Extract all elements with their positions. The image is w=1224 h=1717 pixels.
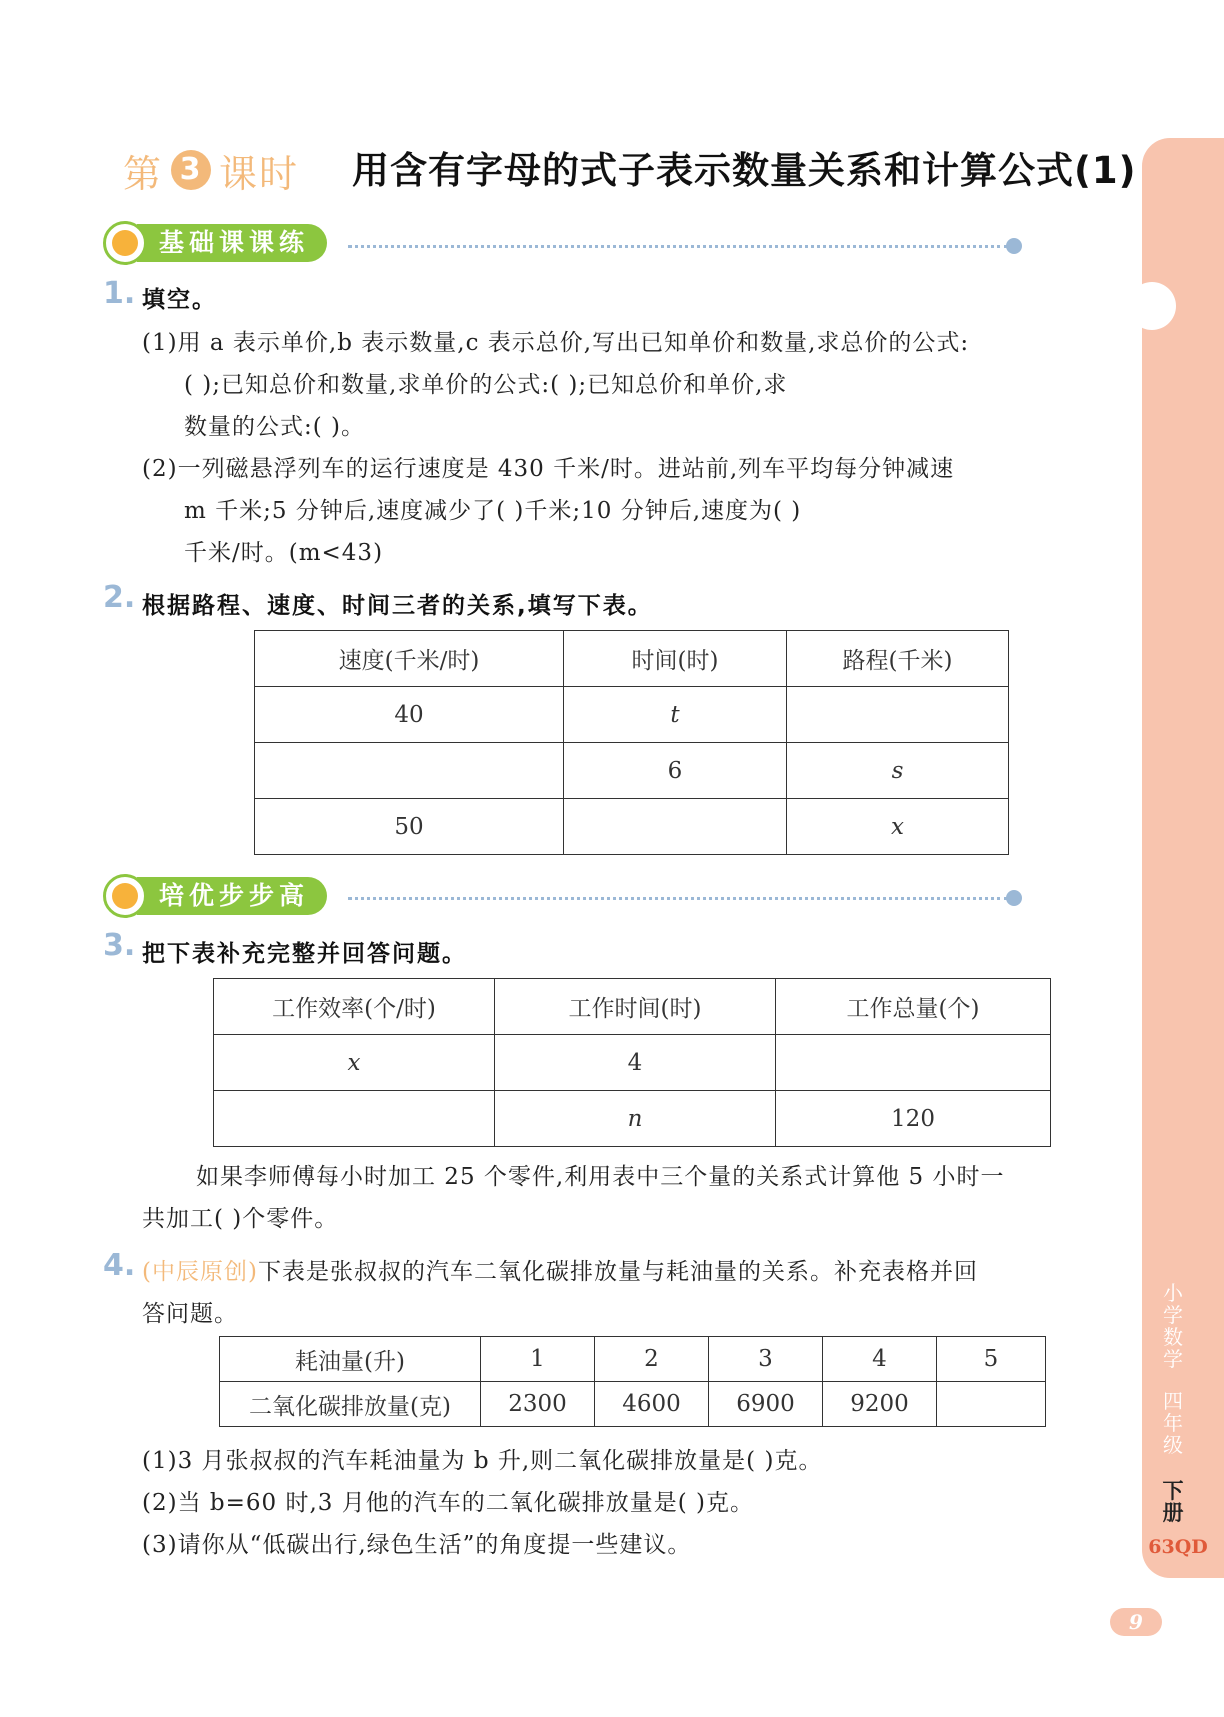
lesson-prefix: 第 (123, 151, 164, 196)
fuel-emission-table (219, 1336, 1046, 1427)
table-header: 工作时间(时) (495, 979, 776, 1035)
q3-line: 共加工( )个零件。 (142, 1206, 339, 1232)
table-cell: 40 (255, 687, 564, 743)
table-cell: 2300 (481, 1382, 595, 1427)
speed-time-distance-table (254, 630, 1009, 855)
table-cell-blank[interactable] (776, 1035, 1051, 1091)
side-code: 63QD (1148, 1536, 1208, 1558)
table-cell: 6 (564, 743, 787, 799)
pencil-badge-icon (103, 874, 147, 918)
q4-line: (1)3 月张叔叔的汽车耗油量为 b 升,则二氧化碳排放量是( )克。 (142, 1448, 823, 1474)
side-grade: 四年级 (1163, 1389, 1183, 1457)
q4-heading-line2: 答问题。 (142, 1301, 238, 1327)
q4-heading (142, 1253, 978, 1286)
table-header: 时间(时) (564, 631, 787, 687)
table-cell: s (787, 743, 1009, 799)
question-number: 3. (103, 928, 136, 963)
q1-line: 千米/时。(m<43) (184, 540, 384, 566)
section-banner-basic (103, 220, 327, 266)
question-number: 1. (103, 276, 136, 311)
q3-line: 如果李师傅每小时加工 25 个零件,利用表中三个量的关系式计算他 5 小时一 (196, 1164, 1005, 1190)
work-efficiency-table (213, 978, 1051, 1147)
q1-line: (2)一列磁悬浮列车的运行速度是 430 千米/时。进站前,列车平均每分钟减速 (142, 456, 955, 482)
section-title-advanced: 培优步步高 (137, 877, 327, 915)
q1-line: (1)用 a 表示单价,b 表示数量,c 表示总价,写出已知单价和数量,求总价的公式: (142, 330, 970, 356)
table-cell-blank[interactable] (937, 1382, 1046, 1427)
table-header: 耗油量(升) (220, 1337, 481, 1382)
table-cell-blank[interactable] (214, 1091, 495, 1147)
table-header: 路程(千米) (787, 631, 1009, 687)
section-divider-dots (348, 897, 1008, 900)
side-subject: 小学数学 (1163, 1281, 1183, 1371)
q4-line: (3)请你从“低碳出行,绿色生活”的角度提一些建议。 (142, 1532, 692, 1558)
table-cell: 6900 (709, 1382, 823, 1427)
q1-line: ( );已知总价和数量,求单价的公式:( );已知总价和单价,求 (184, 372, 788, 398)
side-volume: 下册 (1162, 1479, 1184, 1525)
table-cell: x (214, 1035, 495, 1091)
table-cell-blank[interactable] (564, 799, 787, 855)
question-number: 4. (103, 1248, 136, 1283)
table-cell-blank[interactable] (255, 743, 564, 799)
pencil-badge-icon (103, 221, 147, 265)
table-cell: 2 (595, 1337, 709, 1382)
lesson-suffix: 课时 (219, 151, 300, 196)
question-heading: 填空。 (142, 287, 217, 313)
table-header: 速度(千米/时) (255, 631, 564, 687)
table-cell: 50 (255, 799, 564, 855)
section-divider-end-dot (1006, 890, 1022, 906)
table-cell-blank[interactable] (787, 687, 1009, 743)
lesson-number: 3 (171, 150, 211, 190)
q4-line: (2)当 b=60 时,3 月他的汽车的二氧化碳排放量是( )克。 (142, 1490, 754, 1516)
page-title: 用含有字母的式子表示数量关系和计算公式(1) (352, 149, 1137, 192)
source-tag: (中辰原创) (142, 1259, 258, 1285)
table-cell: 4 (823, 1337, 937, 1382)
table-cell: 120 (776, 1091, 1051, 1147)
section-banner-advanced (103, 873, 327, 919)
table-cell: 4 (495, 1035, 776, 1091)
section-divider-dots (348, 245, 1008, 248)
q1-line: m 千米;5 分钟后,速度减少了( )千米;10 分钟后,速度为( ) (184, 498, 802, 524)
section-title-basic: 基础课课练 (137, 224, 327, 262)
section-divider-end-dot (1006, 238, 1022, 254)
q1-line: 数量的公式:( )。 (184, 414, 366, 440)
question-number: 2. (103, 580, 136, 615)
table-header: 工作效率(个/时) (214, 979, 495, 1035)
side-tab-notch (1128, 282, 1176, 330)
table-cell: 5 (937, 1337, 1046, 1382)
page-number: 9 (1110, 1608, 1162, 1636)
table-cell: t (564, 687, 787, 743)
table-cell: 3 (709, 1337, 823, 1382)
table-header: 二氧化碳排放量(克) (220, 1382, 481, 1427)
table-cell: x (787, 799, 1009, 855)
table-cell: n (495, 1091, 776, 1147)
table-cell: 9200 (823, 1382, 937, 1427)
table-cell: 1 (481, 1337, 595, 1382)
q4-heading-text: 下表是张叔叔的汽车二氧化碳排放量与耗油量的关系。补充表格并回 (257, 1259, 978, 1285)
lesson-tag (123, 142, 299, 198)
table-header: 工作总量(个) (776, 979, 1051, 1035)
question-heading: 把下表补充完整并回答问题。 (142, 941, 467, 967)
question-heading: 根据路程、速度、时间三者的关系,填写下表。 (142, 593, 653, 619)
table-cell: 4600 (595, 1382, 709, 1427)
